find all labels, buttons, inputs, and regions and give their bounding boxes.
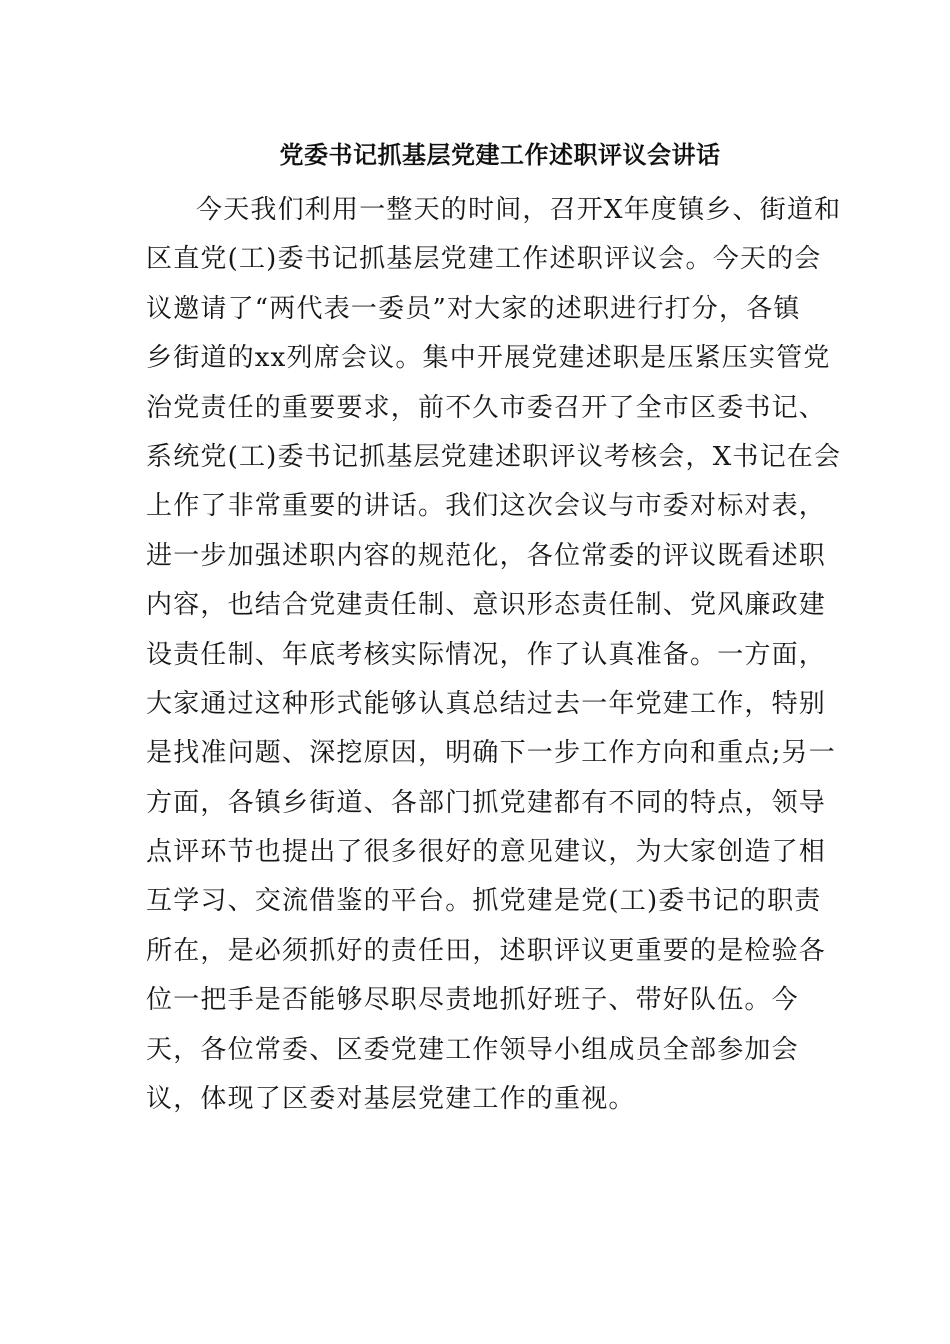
- paragraph-line: 区直党(工)委书记抓基层党建工作述职评议会。今天的会: [146, 244, 822, 275]
- paragraph-line: 治党责任的重要要求，前不久市委召开了全市区委书记、: [146, 392, 827, 423]
- paragraph-line: 是找准问题、深挖原因，明确下一步工作方向和重点;另一: [146, 738, 836, 769]
- paragraph-line: 方面，各镇乡街道、各部门抓党建都有不同的特点，领导: [146, 787, 827, 818]
- paragraph-line: 所在，是必须抓好的责任田，述职评议更重要的是检验各: [146, 935, 827, 966]
- paragraph-line: 设责任制、年底考核实际情况，作了认真准备。一方面，: [146, 639, 827, 670]
- document-body: [146, 186, 842, 1124]
- paragraph-line: 议，体现了区委对基层党建工作的重视。: [146, 1084, 636, 1115]
- paragraph-line: 内容，也结合党建责任制、意识形态责任制、党风廉政建: [146, 590, 827, 621]
- paragraph-line: 议邀请了“两代表一委员”对大家的述职进行打分，各镇: [146, 293, 801, 324]
- paragraph-line: 系统党(工)委书记抓基层党建述职评议考核会，X书记在会: [146, 441, 842, 472]
- paragraph-line: 天，各位常委、区委党建工作领导小组成员全部参加会: [146, 1034, 799, 1065]
- paragraph-line: 大家通过这种形式能够认真总结过去一年党建工作，特别: [146, 688, 827, 719]
- paragraph-line: 上作了非常重要的讲话。我们这次会议与市委对标对表，: [146, 491, 827, 522]
- paragraph-line: 位一把手是否能够尽职尽责地抓好班子、带好队伍。今: [146, 985, 799, 1016]
- paragraph-line: 乡街道的xx列席会议。集中开展党建述职是压紧压实管党: [146, 343, 831, 374]
- paragraph-line: 今天我们利用一整天的时间，召开X年度镇乡、街道和: [196, 195, 842, 225]
- paragraph-line: 互学习、交流借鉴的平台。抓党建是党(工)委书记的职责: [146, 886, 822, 917]
- paragraph-line: 进一步加强述职内容的规范化，各位常委的评议既看述职: [146, 540, 827, 571]
- paragraph-line: 点评环节也提出了很多很好的意见建议，为大家创造了相: [146, 837, 827, 868]
- document-title: 党委书记抓基层党建工作述职评议会讲话: [279, 140, 721, 169]
